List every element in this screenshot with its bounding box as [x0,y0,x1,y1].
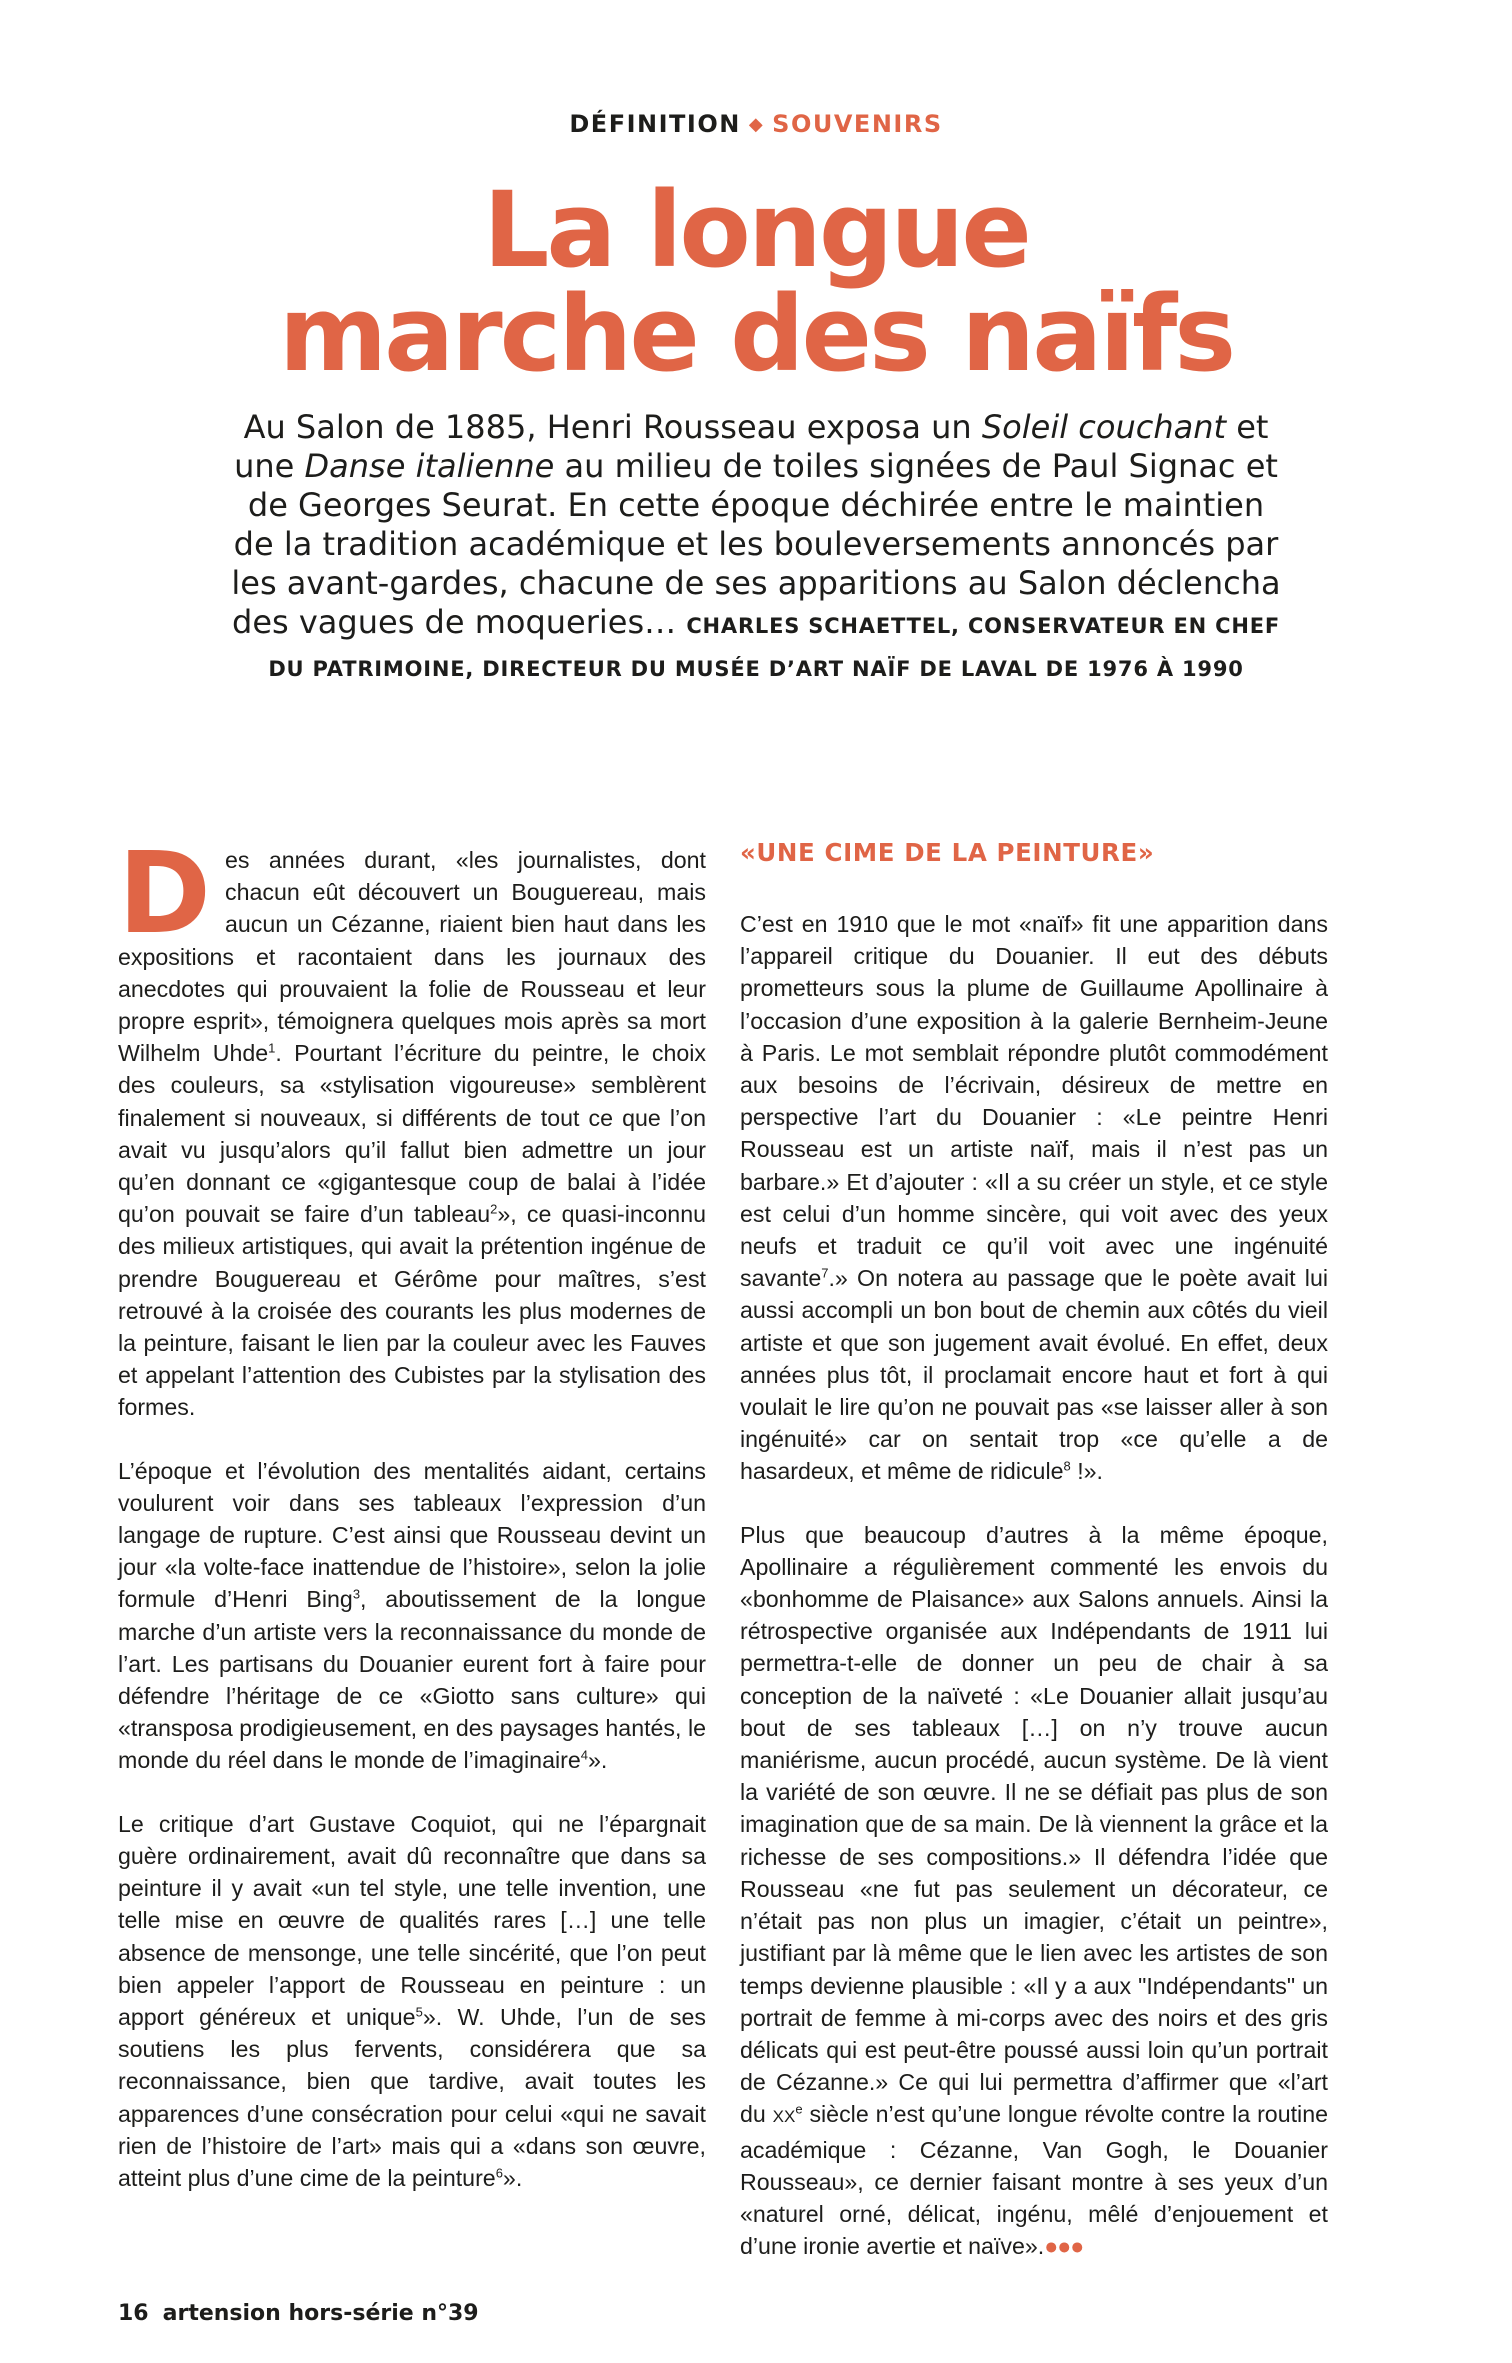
end-of-article-dots-icon: ●●● [1044,2233,1084,2260]
footnote-ref: 2 [490,1201,498,1217]
paragraph-text: .» On notera au passage que le poète avait lui aussi accompli un bon bout de chemin aux côtés du vieil artiste et que son jugement avait évolué. En effet, deux années plus tôt, il proclamait encore haut et fort à qui voulait le lire qu’on ne pouvait pas «se laisser aller à son ingénuité» car on sentait trop «ce qu’elle a de hasardeux, et même de ridicule [740,1265,1328,1485]
drop-cap: D [118,829,211,959]
paragraph-text: es années durant, «les journalistes, dont chacun eût découvert un Bouguereau, mais aucun un Cézanne, riaient bien haut dans les expositions et racontaient dans les journaux des anecdotes qui prouvaient la folie de Rousseau et leur propre esprit», témoignera quelques mois après sa mort Wilhelm Uhde [118,847,706,1067]
footnote-ref: 3 [352,1586,361,1602]
paragraph [118,1455,706,1777]
footnote-ref: 4 [580,1747,588,1763]
paragraph-text: . Pourtant l’écriture du peintre, le choix des couleurs, sa «stylisation vigoureuse» semblèrent finalement si nouveaux, si différents de tout ce que l’on avait vu jusqu’alors qu’il fallut bien admettre un jour qu’en donnant ce «gigantesque coup de balai à l’idée qu’on pouvait se faire d’un tableau [118,1040,707,1228]
footnote-ref: 8 [1063,1458,1071,1474]
paragraph-text: L’époque et l’évolution des mentalités aidant, certains voulurent voir dans ses tableaux l’expression d’un langage de rupture. C’est ainsi que Rousseau devint un jour «la volte-face inattendue de l’histoire», selon la jolie formule d’Henri Bing [118,1457,706,1613]
paragraph [118,1808,706,2194]
section-kicker [0,110,1512,138]
artwork-title: Danse italienne [304,447,555,485]
paragraph-text: !». [1070,1458,1103,1485]
paragraph-text: Le critique d’art Gustave Coquiot, qui ne l’épargnait guère ordinairement, avait dû reconnaître que dans sa peinture il y avait «un tel style, une telle invention, une telle mise en œuvre de qualités rares […] une telle absence de mensonge, une telle sincérité, que l’on peut bien appeler l’apport de Rousseau en peinture : un apport généreux et unique [118,1810,706,2030]
paragraph-text: ». W. Uhde, l’un de ses soutiens les plus fervents, considérera que sa reconnaissance, bien que tardive, avait toutes les apparences d’une consécration pour celui «qui ne savait rien de l’histoire de l’art» mais qui a «dans son œuvre, atteint plus d’une cime de la peinture [118,2003,706,2191]
paragraph [740,908,1328,1488]
kicker-topic: SOUVENIRS [772,110,943,138]
page-footer [118,2301,479,2326]
diamond-separator-icon: ◆ [748,114,765,135]
footnote-ref: 5 [415,2004,423,2020]
lede-text: au milieu de toiles signées de Paul Signac et de Georges Seurat. En cette époque déchirée entre le maintien de la tradition académique et les bouleversements annoncés par les avant-gardes, chacune de ses apparitions au Salon déclencha des vagues de moqueries… [231,447,1281,641]
article-title [0,169,1512,395]
left-column [118,829,707,2225]
kicker-section: DÉFINITION [569,110,741,138]
paragraph-text: ». [502,2164,523,2191]
footnote-ref: 1 [268,1040,276,1056]
page-number: 16 [118,2301,149,2326]
right-column [740,804,1328,2293]
century-suffix: e [795,2101,803,2117]
paragraph-text: », ce quasi-inconnu des milieux artistiques, qui avait la prétention ingénue de prendre Bouguereau et Gérôme pour maîtres, s’est retrouvé à la croisée des courants les plus modernes de la peinture, faisant le lien par la couleur avec les Fauves et appelant l’attention des Cubistes par la stylisation des formes. [118,1201,706,1421]
lede-text: Au Salon de 1885, Henri Rousseau exposa un [243,408,982,446]
lede-text: et une [234,408,1269,485]
artwork-title: Soleil couchant [981,408,1227,446]
title-line-1: La longue [483,169,1029,291]
article-lede [230,408,1282,689]
paragraph-text: Plus que beaucoup d’autres à la même époque, Apollinaire a régulièrement commenté les envois du «bonhomme de Plaisance» aux Salons annuels. Ainsi la rétrospective organisée aux Indépendants de 1911 lui permettra-t-elle de donner un peu de chair à sa conception de la naïveté : «Le Douanier allait jusqu’au bout de ses tableaux […] on n’y trouve aucun maniérisme, aucun procédé, aucun système. De là vient la variété de son œuvre. Il ne se défiait pas plus de son imagination que de sa main. De là viennent la grâce et la richesse de ses compositions.» Il défendra l’idée que Rousseau «ne fut pas seulement un décorateur, ce n’était pas non plus un imagier, c’était un peintre», justifiant par là même que le lien avec les artistes de son temps devienne plausible : «Il y a aux "Indépendants" un portrait de femme à mi-corps avec des noirs et des gris délicats qui est peut-être poussé aussi loin qu’un portrait de Cézanne.» Ce qui lui permettra d’affirmer que «l’art du [740,1521,1328,2128]
author-byline: CHARLES SCHAETTEL, CONSERVATEUR EN CHEF DU PATRIMOINE, DIRECTEUR DU MUSÉE D’ART NAÏF DE LAVAL DE 1976 À 1990 [268,614,1280,681]
footnote-ref: 6 [495,2165,503,2181]
paragraph-text: C’est en 1910 que le mot «naïf» fit une apparition dans l’appareil critique du Douanier. Il eut des débuts prometteurs sous la plume de Guillaume Apollinaire à l’occasion d’une exposition à la galerie Bernheim-Jeune à Paris. Le mot semblait répondre plutôt commodément aux besoins de l’écrivain, désireux de mettre en perspective l’art du Douanier : «Le peintre Henri Rousseau est un artiste naïf, mais il n’est pas un barbare.» Et d’ajouter : «Il a su créer un style, et ce style est celui d’un homme sincère, qui voit avec des yeux neufs et traduit ce qu’il voit avec une ingénuité savante [740,911,1328,1292]
publication-name: artension hors-série n°39 [162,2301,479,2326]
paragraph-text: ». [587,1747,608,1774]
title-line-2: marche des naïfs [278,273,1234,395]
paragraph [740,1519,1328,2263]
section-subheading: «UNE CIME DE LA PEINTURE» [740,838,1155,867]
footnote-ref: 7 [821,1265,829,1281]
paragraph [118,829,707,1424]
paragraph-text: siècle n’est qu’une longue révolte contre la routine académique : Cézanne, Van Gogh, le Douanier Rousseau», ce dernier faisant montre à ses yeux d’un «naturel orné, délicat, ingénu, mêlé d’enjouement et d’une ironie avertie et naïve». [740,2101,1328,2260]
century-numeral: XX [772,2107,796,2127]
paragraph-text: , aboutissement de la longue marche d’un artiste vers la reconnaissance du monde de l’art. Les partisans du Douanier eurent fort à faire pour défendre l’héritage de ce «Giotto sans culture» qui «transposa prodigieusement, en des paysages hantés, le monde du réel dans le monde de l’imaginaire [118,1586,706,1774]
